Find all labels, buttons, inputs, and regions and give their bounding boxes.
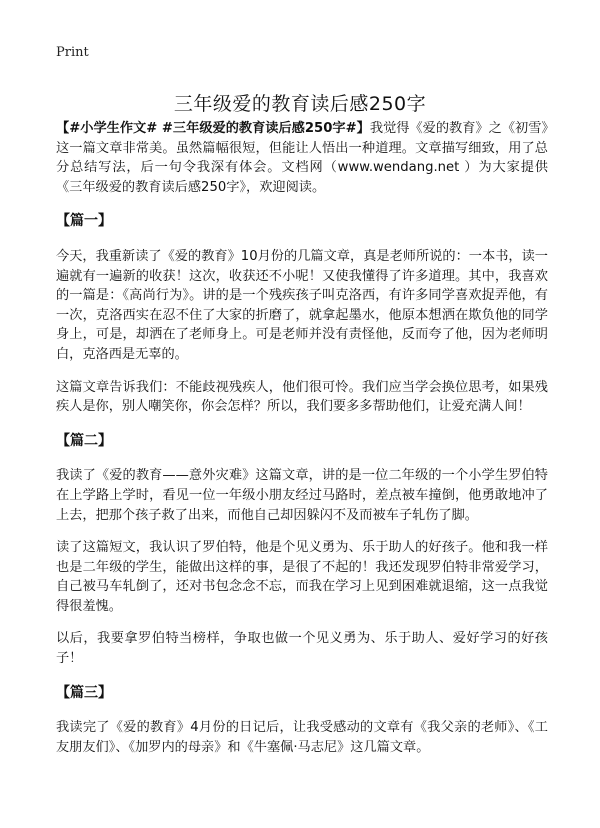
- section-1-paragraph-2: 这篇文章告诉我们：不能歧视残疾人，他们很可怜。我们应当学会换位思考，如果残疾人是你，别人嘲笑你，你会怎样？所以，我们要多多帮助他们，让爱充满人间！: [56, 379, 548, 415]
- section-1-paragraph-1: 今天，我重新读了《爱的教育》10月份的几篇文章，真是老师所说的：一本书，读一遍就有一遍新的收获！这次，收获还不小呢！又使我懂得了许多道理。其中，我喜欢的一篇是：《高尚行为》。讲的是一个残疾孩子叫克洛西，有许多同学喜欢捉弄他，有一次，克洛西实在忍不住了大家的折磨了，就拿起墨水，他原本想洒在欺负他的同学身上，可是，却洒在了老师身上。可是老师并没有责怪他，反而夸了他，因为老师明白，克洛西是无辜的。: [56, 248, 548, 362]
- section-3-paragraph-1: 我读完了《爱的教育》4月份的日记后，让我受感动的文章有《我父亲的老师》、《工友朋友们》、《加罗内的母亲》和《牛塞佩·马志尼》这几篇文章。: [56, 720, 548, 755]
- article-body: [56, 119, 548, 757]
- intro-tag[interactable]: 【#小学生作文# #三年级爱的教育读后感250字#】: [56, 121, 370, 136]
- section-heading-2: 【篇二】: [56, 432, 112, 449]
- intro-text: 我觉得《爱的教育》之《初雪》这一篇文章非常美。虽然篇幅很短，但能让人悟出一种道理。文章描写细致，用了总分总结写法，后一句令我深有体会。文档网（www.wendang.net ）为大家提供《三年级爱的教育读后感250字》，欢迎阅读。: [56, 121, 548, 195]
- print-label: Print: [56, 45, 89, 60]
- page-title: 三年级爱的教育读后感250字: [173, 92, 427, 115]
- section-2-paragraph-3: 以后，我要拿罗伯特当榜样，争取也做一个见义勇为、乐于助人、爱好学习的好孩子！: [56, 631, 548, 667]
- section-2-paragraph-1: 我读了《爱的教育——意外灾难》这篇文章，讲的是一位二年级的一个小学生罗伯特在上学路上学时，看见一位一年级小朋友经过马路时，差点被车撞倒，他勇敢地冲了上去，把那个孩子救了出来，而他自己却因躲闪不及而被车子轧伤了脚。: [56, 468, 548, 523]
- section-heading-1: 【篇一】: [56, 213, 112, 230]
- section-heading-3: 【篇三】: [56, 684, 112, 701]
- section-2-paragraph-2: 读了这篇短文，我认识了罗伯特，他是个见义勇为、乐于助人的好孩子。他和我一样也是二年级的学生，能做出这样的事，是很了不起的！我还发现罗伯特非常爱学习，自己被马车轧倒了，还对书包念念不忘，而我在学习上见到困难就退缩，这一点我觉得很羞愧。: [56, 540, 548, 614]
- intro-paragraph: [56, 119, 548, 197]
